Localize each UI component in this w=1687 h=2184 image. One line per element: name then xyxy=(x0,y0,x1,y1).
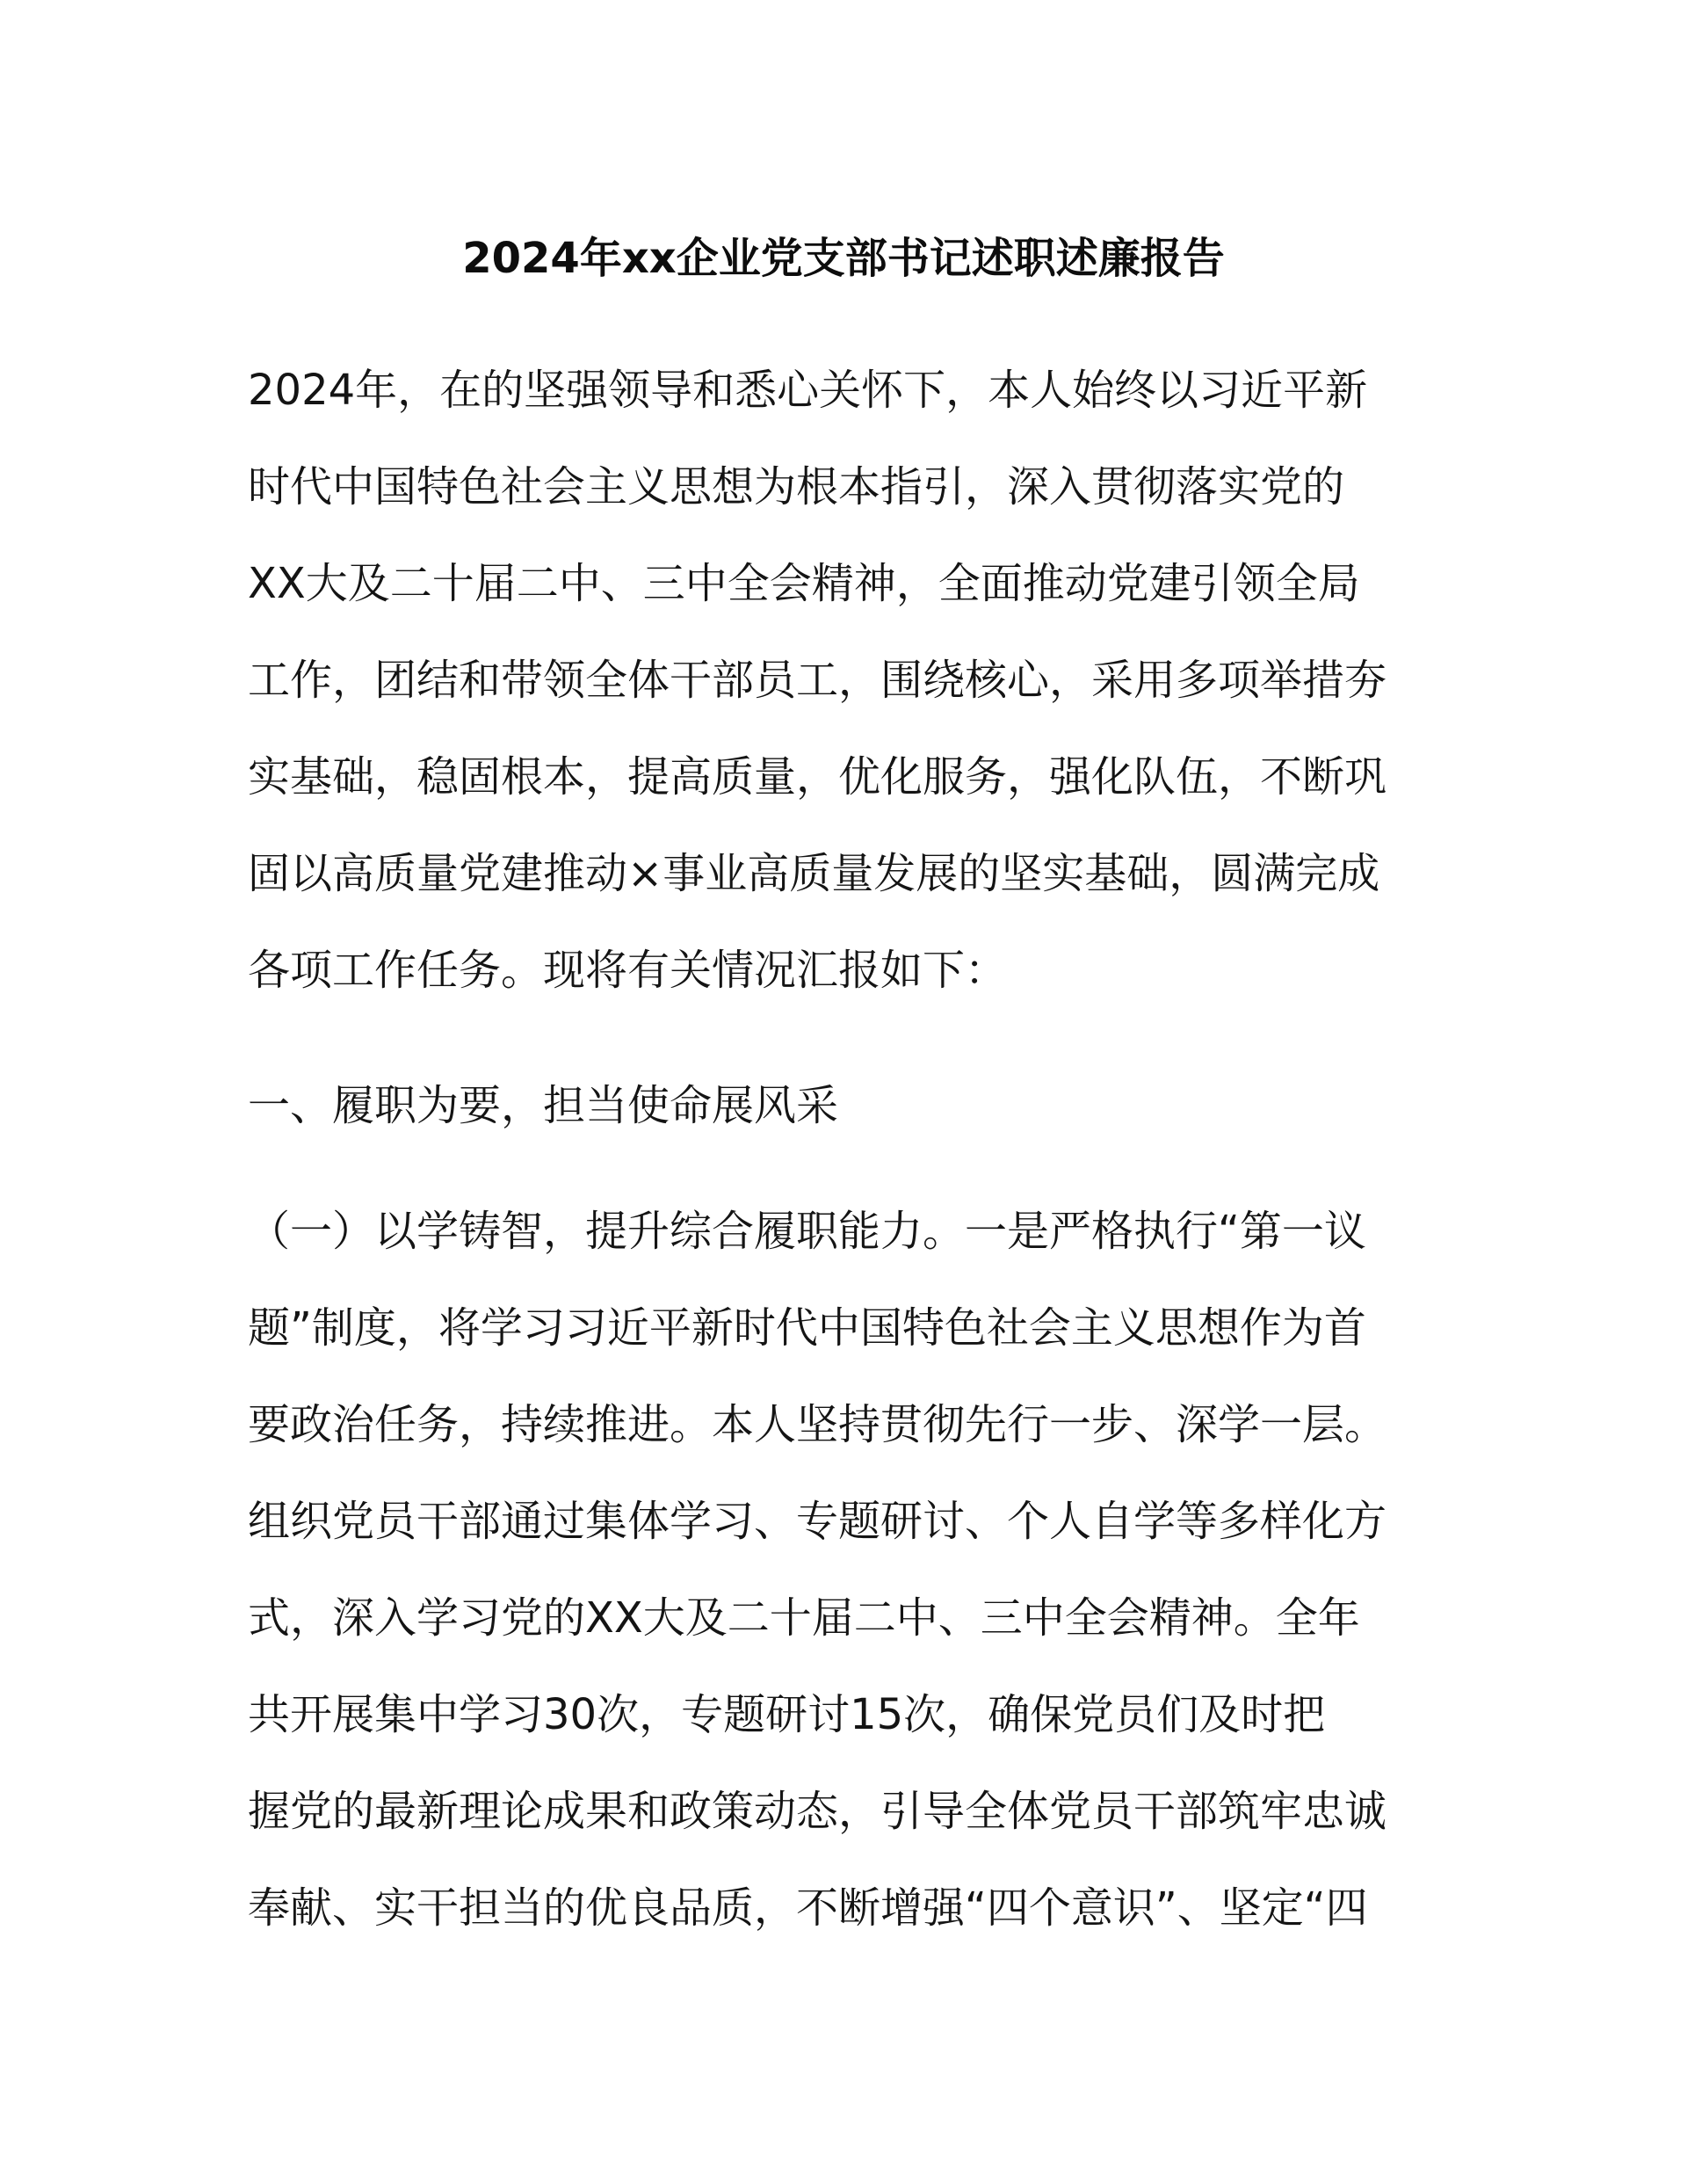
document-title: 2024年xx企业党支部书记述职述廉报告 xyxy=(462,234,1225,283)
paragraph-line: XX大及二十届二中、三中全会精神，全面推动党建引领全局 xyxy=(248,559,1360,608)
paragraph-line: 实基础，稳固根本，提高质量，优化服务，强化队伍，不断巩 xyxy=(248,752,1387,802)
paragraph-line: 共开展集中学习30次，专题研讨15次，确保党员们及时把 xyxy=(248,1690,1326,1739)
paragraph-line: 握党的最新理论成果和政策动态，引导全体党员干部筑牢忠诚 xyxy=(248,1787,1387,1836)
paragraph-line: 要政治任务，持续推进。本人坚持贯彻先行一步、深学一层。 xyxy=(248,1400,1387,1449)
paragraph-line: 各项工作任务。现将有关情况汇报如下： xyxy=(248,946,1008,995)
paragraph-line: 奉献、实干担当的优良品质，不断增强“四个意识”、坚定“四 xyxy=(248,1883,1368,1933)
paragraph-line: 式，深入学习党的XX大及二十届二中、三中全会精神。全年 xyxy=(248,1593,1360,1643)
paragraph-line: 组织党员干部通过集体学习、专题研讨、个人自学等多样化方 xyxy=(248,1497,1387,1546)
paragraph-line: 2024年，在的坚强领导和悉心关怀下，本人始终以习近平新 xyxy=(248,366,1368,415)
paragraph-line: 题”制度，将学习习近平新时代中国特色社会主义思想作为首 xyxy=(248,1303,1366,1353)
section-heading: 一、履职为要，担当使命展风采 xyxy=(248,1081,839,1130)
paragraph-line: （一）以学铸智，提升综合履职能力。一是严格执行“第一议 xyxy=(248,1207,1366,1256)
paragraph-line: 固以高质量党建推动×事业高质量发展的坚实基础，圆满完成 xyxy=(248,849,1380,898)
paragraph-line: 时代中国特色社会主义思想为根本指引，深入贯彻落实党的 xyxy=(248,462,1345,512)
paragraph-line: 工作，团结和带领全体干部员工，围绕核心，采用多项举措夯 xyxy=(248,656,1387,705)
